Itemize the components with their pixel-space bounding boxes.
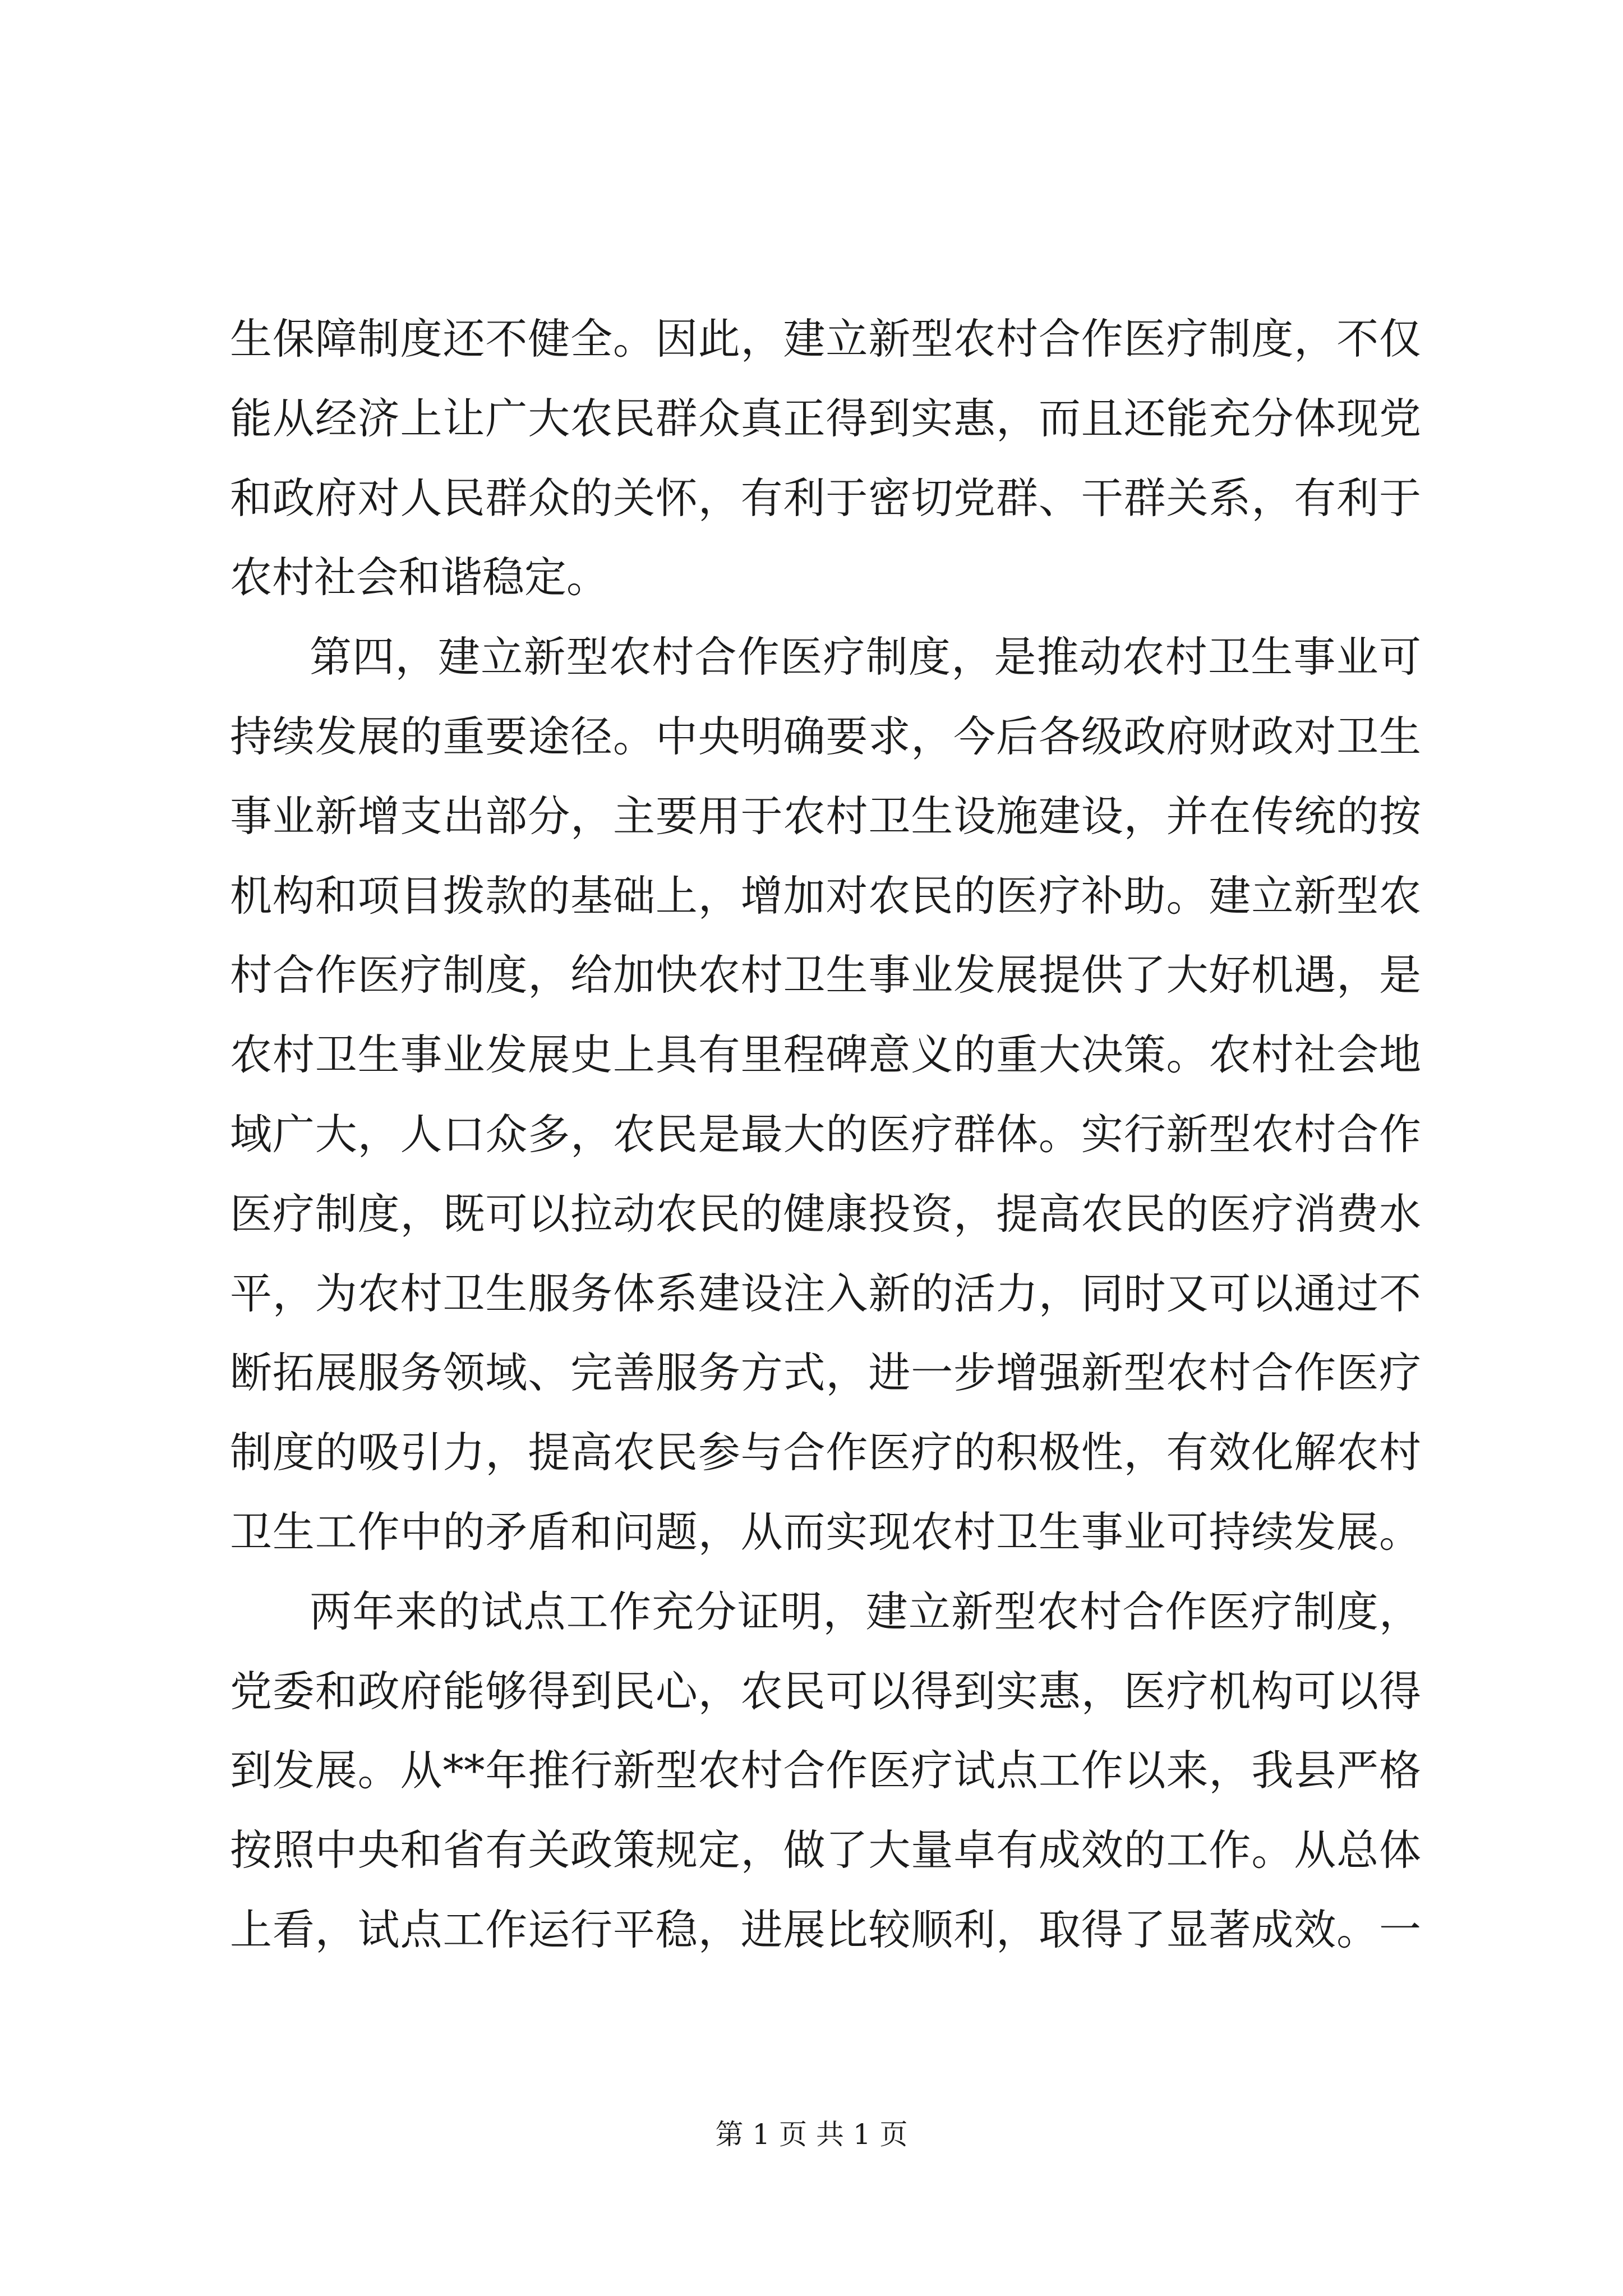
text-line: 平，为农村卫生服务体系建设注入新的活力，同时又可以通过不 <box>230 1268 1421 1318</box>
text-line: 到发展。从**年推行新型农村合作医疗试点工作以来，我县严格 <box>230 1746 1421 1796</box>
page-footer <box>0 2118 1623 2151</box>
text-line: 党委和政府能够得到民心，农民可以得到实惠，医疗机构可以得 <box>230 1666 1421 1716</box>
document-body <box>230 300 1421 1970</box>
text-line: 能从经济上让广大农民群众真正得到实惠，而且还能充分体现党 <box>230 393 1421 443</box>
text-line: 生保障制度还不健全。因此，建立新型农村合作医疗制度，不仅 <box>230 314 1421 364</box>
text-line: 制度的吸引力，提高农民参与合作医疗的积极性，有效化解农村 <box>230 1428 1421 1478</box>
paragraph-first-line: 第四，建立新型农村合作医疗制度，是推动农村卫生事业可 <box>310 632 1421 682</box>
paragraph-first-line: 两年来的试点工作充分证明，建立新型农村合作医疗制度， <box>310 1586 1421 1636</box>
text-line: 村合作医疗制度，给加快农村卫生事业发展提供了大好机遇，是 <box>230 950 1421 1000</box>
text-line: 断拓展服务领域、完善服务方式，进一步增强新型农村合作医疗 <box>230 1348 1421 1398</box>
text-line: 持续发展的重要途径。中央明确要求，今后各级政府财政对卫生 <box>230 711 1421 761</box>
text-line: 机构和项目拨款的基础上，增加对农民的医疗补助。建立新型农 <box>230 871 1421 921</box>
text-line: 上看，试点工作运行平稳，进展比较顺利，取得了显著成效。一 <box>230 1904 1421 1954</box>
text-line: 农村社会和谐稳定。 <box>230 553 609 602</box>
text-line: 医疗制度，既可以拉动农民的健康投资，提高农民的医疗消费水 <box>230 1189 1421 1239</box>
text-line: 卫生工作中的矛盾和问题，从而实现农村卫生事业可持续发展。 <box>230 1507 1421 1557</box>
text-line: 和政府对人民群众的关怀，有利于密切党群、干群关系，有利于 <box>230 473 1421 523</box>
text-line: 农村卫生事业发展史上具有里程碑意义的重大决策。农村社会地 <box>230 1030 1421 1080</box>
page-number: 第 1 页 共 1 页 <box>715 2118 908 2151</box>
text-line: 事业新增支出部分，主要用于农村卫生设施建设，并在传统的按 <box>230 791 1421 841</box>
text-line: 按照中央和省有关政策规定，做了大量卓有成效的工作。从总体 <box>230 1825 1421 1875</box>
text-line: 域广大，人口众多，农民是最大的医疗群体。实行新型农村合作 <box>230 1109 1421 1159</box>
